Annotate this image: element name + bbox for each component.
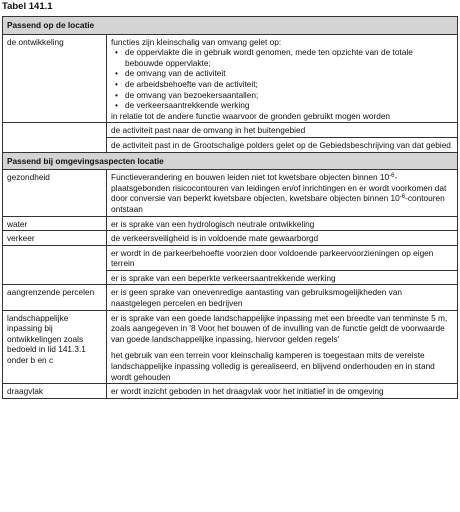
table-row [3,170,458,216]
row-text-parkeren: er wordt in de parkeerbehoefte voorzien door voldoende parkeervoorzieningen op eigen terrein [107,245,458,270]
row-text-verkeersaantrekkend: er is sprake van een beperkte verkeersaantrekkende werking [107,270,458,285]
table-row [3,270,458,285]
row-text-verkeersveiligheid: de verkeersveiligheid is in voldoende mate gewaarborgd [107,231,458,246]
intro-text: functies zijn kleinschalig van omvang gelet op: [111,36,282,47]
table-row [3,310,458,384]
table-row [3,384,458,399]
row-label-draagvlak: draagvlak [3,384,107,399]
row-text-gezondheid [107,170,458,216]
table-row [3,285,458,310]
row-text-percelen: er is geen sprake van onevenredige aantasting van gebruiksmogelijkheden van naastgelegen percelen en bedrijven [107,285,458,310]
bullet-item: • de arbeidsbehoefte van de activiteit; [125,79,453,90]
row-text-draagvlak: er wordt inzicht geboden in het draagvlak voor het initiatief in de omgeving [107,384,458,399]
text-part: Functieverandering en bouwen leiden niet tot kwetsbare objecten binnen 10 [111,172,390,183]
section-heading-omgevingsaspecten: Passend bij omgevingsaspecten locatie [3,152,458,170]
section-header-row [3,17,458,35]
table-title: Tabel 141.1 [2,1,53,12]
bullet-item: • de verkeersaantrekkende werking [125,100,453,111]
section-heading-locatie: Passend op de locatie [3,17,458,35]
outro-text: in relatie tot de andere functie waarvoor de gronden gebruikt mogen worden [111,110,391,121]
row-label-water: water [3,216,107,231]
bullet-item: • de oppervlakte die in gebruik wordt genomen, mede ten opzichte van de totale bebouwde oppervlakte; [125,47,453,68]
empty-label-cell [3,137,107,152]
table-row [3,216,458,231]
superscript: -6 [399,194,406,201]
row-label-gezondheid: gezondheid [3,170,107,216]
row-label-percelen: aangrenzende percelen [3,285,107,310]
table-row [3,245,458,270]
row-label-ontwikkeling: de ontwikkeling [3,34,107,123]
text-part: -plaatsgebonden risicocontouren van leidingen en/of inrichtingen en er wordt voorkomen dat door conversie van beperkt kwetsbare objecten, kwetsbare objecten binnen 10 [111,172,447,204]
paragraph: het gebruik van een terrein voor kleinschalig kamperen is toegestaan mits de vereiste landschappelijke inpassing volledig is gerealiseerd, en blijvend onderhouden en in stand wordt gehouden [111,350,435,382]
bullet-item: • de omvang van de activiteit [125,68,453,79]
paragraph: er is sprake van een goede landschappelijke inpassing met een breedte van tenminste 5 m, zoals aangegeven in '8 Voor het bouwen of de invulling van de functie geldt de voorwaarde van goede landschappelijke inpassing, hiervoor gelden regels' [111,312,448,344]
criteria-bullet-list [111,47,453,111]
row-label-landschap: landschappelijke inpassing bij ontwikkelingen zoals bedoeld in lid 141.3.1 onder b en c [3,310,107,384]
row-label-verkeer: verkeer [3,231,107,246]
row-text-buitengebied: de activiteit past naar de omvang in het buitengebied [107,123,458,138]
superscript: -6 [389,173,395,180]
table-row [3,137,458,152]
row-text-ontwikkeling [107,34,458,123]
text-part: -contouren ontstaan [111,193,445,214]
table-row [3,34,458,123]
table-row [3,123,458,138]
table-row [3,231,458,246]
row-text-water: er is sprake van een hydrologisch neutrale ontwikkeling [107,216,458,231]
criteria-table [2,16,458,399]
section-header-row [3,152,458,170]
row-text-polders: de activiteit past in de Grootschalige polders gelet op de Gebiedsbeschrijving van dat gebied [107,137,458,152]
empty-label-cell [3,270,107,285]
bullet-item: • de omvang van bezoekersaantallen; [125,90,453,101]
row-text-landschap [107,310,458,384]
empty-label-cell [3,123,107,138]
empty-label-cell [3,245,107,270]
